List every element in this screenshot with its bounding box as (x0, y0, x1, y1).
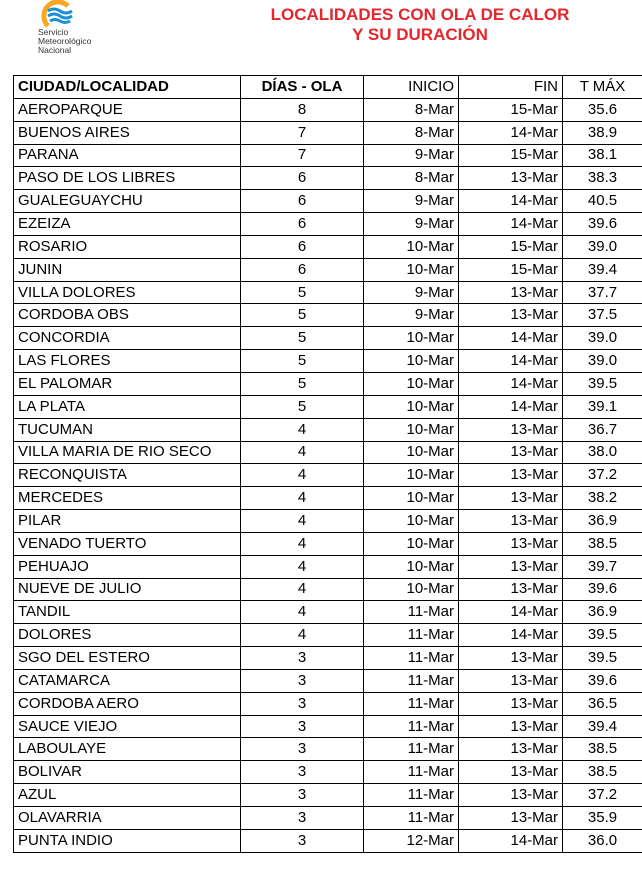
cell-tmax: 39.0 (563, 350, 642, 373)
table-row (14, 441, 642, 464)
cell-tmax: 39.0 (563, 235, 642, 258)
table-row (14, 532, 642, 555)
table-row (14, 647, 642, 670)
cell-end: 13-Mar (459, 487, 563, 510)
cell-start: 11-Mar (364, 715, 459, 738)
cell-city: JUNIN (14, 258, 241, 281)
cell-days: 4 (241, 601, 364, 624)
cell-tmax: 39.5 (563, 624, 642, 647)
cell-days: 7 (241, 144, 364, 167)
logo-line-2: Meteorológico (38, 36, 92, 46)
cell-city: CORDOBA AERO (14, 692, 241, 715)
cell-tmax: 38.2 (563, 487, 642, 510)
cell-days: 5 (241, 395, 364, 418)
cell-days: 3 (241, 761, 364, 784)
cell-tmax: 38.0 (563, 441, 642, 464)
table-row (14, 304, 642, 327)
cell-days: 5 (241, 372, 364, 395)
cell-end: 13-Mar (459, 669, 563, 692)
cell-city: VILLA DOLORES (14, 281, 241, 304)
cell-city: LA PLATA (14, 395, 241, 418)
column-header-days: DÍAS - OLA (241, 76, 364, 99)
cell-end: 14-Mar (459, 624, 563, 647)
table-row (14, 281, 642, 304)
cell-start: 10-Mar (364, 235, 459, 258)
table-row (14, 167, 642, 190)
table-row (14, 555, 642, 578)
cell-days: 4 (241, 464, 364, 487)
cell-end: 14-Mar (459, 190, 563, 213)
cell-start: 10-Mar (364, 510, 459, 533)
cell-city: ROSARIO (14, 235, 241, 258)
cell-end: 15-Mar (459, 144, 563, 167)
cell-start: 11-Mar (364, 784, 459, 807)
cell-city: TUCUMAN (14, 418, 241, 441)
table-row (14, 738, 642, 761)
column-header-city: CIUDAD/LOCALIDAD (14, 76, 241, 99)
cell-tmax: 37.2 (563, 784, 642, 807)
cell-end: 14-Mar (459, 372, 563, 395)
cell-city: AZUL (14, 784, 241, 807)
cell-city: OLAVARRIA (14, 807, 241, 830)
table-row (14, 669, 642, 692)
table-row (14, 395, 642, 418)
cell-days: 5 (241, 327, 364, 350)
cell-tmax: 36.9 (563, 510, 642, 533)
cell-city: EL PALOMAR (14, 372, 241, 395)
cell-end: 14-Mar (459, 213, 563, 236)
cell-days: 3 (241, 692, 364, 715)
cell-city: MERCEDES (14, 487, 241, 510)
table-header-row (14, 76, 642, 99)
column-header-start: INICIO (364, 76, 459, 99)
cell-end: 14-Mar (459, 121, 563, 144)
table-row (14, 601, 642, 624)
table-row (14, 715, 642, 738)
cell-days: 5 (241, 304, 364, 327)
cell-days: 4 (241, 578, 364, 601)
table-row (14, 510, 642, 533)
cell-days: 6 (241, 167, 364, 190)
cell-end: 13-Mar (459, 715, 563, 738)
table-row (14, 213, 642, 236)
logo-text (38, 28, 91, 55)
cell-start: 8-Mar (364, 121, 459, 144)
cell-start: 9-Mar (364, 190, 459, 213)
cell-start: 11-Mar (364, 807, 459, 830)
table-row (14, 761, 642, 784)
table-row (14, 692, 642, 715)
cell-city: PASO DE LOS LIBRES (14, 167, 241, 190)
cell-start: 11-Mar (364, 738, 459, 761)
cell-tmax: 39.4 (563, 715, 642, 738)
table-row (14, 807, 642, 830)
cell-days: 6 (241, 235, 364, 258)
cell-tmax: 37.2 (563, 464, 642, 487)
cell-days: 7 (241, 121, 364, 144)
cell-city: CONCORDIA (14, 327, 241, 350)
cell-city: VENADO TUERTO (14, 532, 241, 555)
cell-days: 3 (241, 715, 364, 738)
cell-start: 11-Mar (364, 669, 459, 692)
cell-tmax: 39.5 (563, 372, 642, 395)
cell-tmax: 39.5 (563, 647, 642, 670)
cell-start: 11-Mar (364, 647, 459, 670)
cell-city: LAS FLORES (14, 350, 241, 373)
cell-start: 10-Mar (364, 532, 459, 555)
cell-tmax: 38.3 (563, 167, 642, 190)
cell-start: 9-Mar (364, 213, 459, 236)
cell-tmax: 39.6 (563, 578, 642, 601)
cell-start: 11-Mar (364, 601, 459, 624)
cell-end: 15-Mar (459, 235, 563, 258)
cell-end: 13-Mar (459, 418, 563, 441)
table-row (14, 784, 642, 807)
table-body (14, 98, 642, 852)
table-row (14, 258, 642, 281)
cell-days: 6 (241, 213, 364, 236)
cell-start: 11-Mar (364, 624, 459, 647)
cell-tmax: 36.5 (563, 692, 642, 715)
logo-line-1: Servicio (38, 27, 69, 37)
cell-end: 13-Mar (459, 532, 563, 555)
cell-tmax: 39.7 (563, 555, 642, 578)
cell-city: LABOULAYE (14, 738, 241, 761)
cell-start: 11-Mar (364, 761, 459, 784)
cell-end: 13-Mar (459, 692, 563, 715)
cell-tmax: 38.1 (563, 144, 642, 167)
smn-logo-icon (38, 0, 74, 28)
table-row (14, 624, 642, 647)
cell-start: 12-Mar (364, 829, 459, 852)
page-title-line-1: LOCALIDADES CON OLA DE CALOR (270, 5, 570, 24)
cell-city: PARANA (14, 144, 241, 167)
cell-city: PEHUAJO (14, 555, 241, 578)
cell-start: 10-Mar (364, 578, 459, 601)
cell-end: 13-Mar (459, 578, 563, 601)
logo-line-3: Nacional (38, 45, 72, 55)
cell-start: 10-Mar (364, 395, 459, 418)
table-row (14, 121, 642, 144)
cell-city: BUENOS AIRES (14, 121, 241, 144)
cell-start: 10-Mar (364, 464, 459, 487)
cell-city: SAUCE VIEJO (14, 715, 241, 738)
cell-days: 6 (241, 190, 364, 213)
cell-end: 13-Mar (459, 647, 563, 670)
cell-start: 9-Mar (364, 281, 459, 304)
table-row (14, 418, 642, 441)
table-row (14, 190, 642, 213)
cell-days: 3 (241, 784, 364, 807)
column-header-tmax: T MÁX (563, 76, 642, 99)
cell-end: 13-Mar (459, 510, 563, 533)
cell-end: 14-Mar (459, 829, 563, 852)
smn-logo (34, 0, 124, 58)
cell-tmax: 39.1 (563, 395, 642, 418)
cell-tmax: 36.0 (563, 829, 642, 852)
cell-city: DOLORES (14, 624, 241, 647)
cell-city: NUEVE DE JULIO (14, 578, 241, 601)
cell-tmax: 39.6 (563, 669, 642, 692)
cell-tmax: 37.5 (563, 304, 642, 327)
cell-tmax: 37.7 (563, 281, 642, 304)
cell-end: 14-Mar (459, 395, 563, 418)
cell-tmax: 39.0 (563, 327, 642, 350)
cell-days: 4 (241, 510, 364, 533)
cell-end: 13-Mar (459, 761, 563, 784)
cell-days: 5 (241, 281, 364, 304)
cell-tmax: 39.6 (563, 213, 642, 236)
cell-start: 10-Mar (364, 258, 459, 281)
cell-start: 8-Mar (364, 167, 459, 190)
cell-days: 5 (241, 350, 364, 373)
cell-start: 10-Mar (364, 418, 459, 441)
cell-days: 3 (241, 738, 364, 761)
cell-end: 14-Mar (459, 327, 563, 350)
cell-tmax: 38.5 (563, 738, 642, 761)
table-row (14, 578, 642, 601)
cell-start: 10-Mar (364, 372, 459, 395)
cell-days: 4 (241, 418, 364, 441)
cell-start: 9-Mar (364, 144, 459, 167)
cell-days: 3 (241, 647, 364, 670)
cell-end: 15-Mar (459, 258, 563, 281)
column-header-end: FIN (459, 76, 563, 99)
cell-start: 8-Mar (364, 98, 459, 121)
cell-end: 13-Mar (459, 304, 563, 327)
cell-end: 13-Mar (459, 464, 563, 487)
cell-days: 3 (241, 829, 364, 852)
cell-city: GUALEGUAYCHU (14, 190, 241, 213)
cell-days: 4 (241, 487, 364, 510)
table-row (14, 327, 642, 350)
cell-city: RECONQUISTA (14, 464, 241, 487)
cell-city: AEROPARQUE (14, 98, 241, 121)
cell-end: 13-Mar (459, 555, 563, 578)
cell-tmax: 36.7 (563, 418, 642, 441)
heatwave-table (13, 75, 642, 853)
cell-start: 10-Mar (364, 555, 459, 578)
cell-end: 13-Mar (459, 281, 563, 304)
cell-end: 13-Mar (459, 441, 563, 464)
cell-end: 13-Mar (459, 167, 563, 190)
cell-end: 14-Mar (459, 350, 563, 373)
cell-city: CATAMARCA (14, 669, 241, 692)
cell-start: 9-Mar (364, 304, 459, 327)
cell-tmax: 38.5 (563, 532, 642, 555)
table-row (14, 372, 642, 395)
cell-city: BOLIVAR (14, 761, 241, 784)
cell-city: EZEIZA (14, 213, 241, 236)
cell-days: 6 (241, 258, 364, 281)
table-row (14, 487, 642, 510)
cell-start: 11-Mar (364, 692, 459, 715)
table-row (14, 98, 642, 121)
cell-tmax: 40.5 (563, 190, 642, 213)
cell-start: 10-Mar (364, 327, 459, 350)
cell-tmax: 35.6 (563, 98, 642, 121)
cell-city: VILLA MARIA DE RIO SECO (14, 441, 241, 464)
cell-city: TANDIL (14, 601, 241, 624)
cell-tmax: 35.9 (563, 807, 642, 830)
cell-start: 10-Mar (364, 487, 459, 510)
cell-days: 8 (241, 98, 364, 121)
page-title (240, 5, 600, 45)
cell-tmax: 38.9 (563, 121, 642, 144)
table-row (14, 464, 642, 487)
cell-city: PILAR (14, 510, 241, 533)
cell-end: 13-Mar (459, 784, 563, 807)
cell-end: 13-Mar (459, 738, 563, 761)
cell-days: 3 (241, 807, 364, 830)
table-row (14, 144, 642, 167)
cell-end: 15-Mar (459, 98, 563, 121)
cell-tmax: 36.9 (563, 601, 642, 624)
cell-days: 4 (241, 532, 364, 555)
cell-start: 10-Mar (364, 441, 459, 464)
cell-end: 14-Mar (459, 601, 563, 624)
cell-days: 4 (241, 555, 364, 578)
cell-days: 4 (241, 624, 364, 647)
cell-city: CORDOBA OBS (14, 304, 241, 327)
table-row (14, 350, 642, 373)
cell-days: 3 (241, 669, 364, 692)
cell-city: SGO DEL ESTERO (14, 647, 241, 670)
table-row (14, 235, 642, 258)
table-row (14, 829, 642, 852)
page-title-line-2: Y SU DURACIÓN (352, 25, 488, 44)
cell-city: PUNTA INDIO (14, 829, 241, 852)
cell-start: 10-Mar (364, 350, 459, 373)
cell-tmax: 39.4 (563, 258, 642, 281)
cell-end: 13-Mar (459, 807, 563, 830)
cell-days: 4 (241, 441, 364, 464)
cell-tmax: 38.5 (563, 761, 642, 784)
